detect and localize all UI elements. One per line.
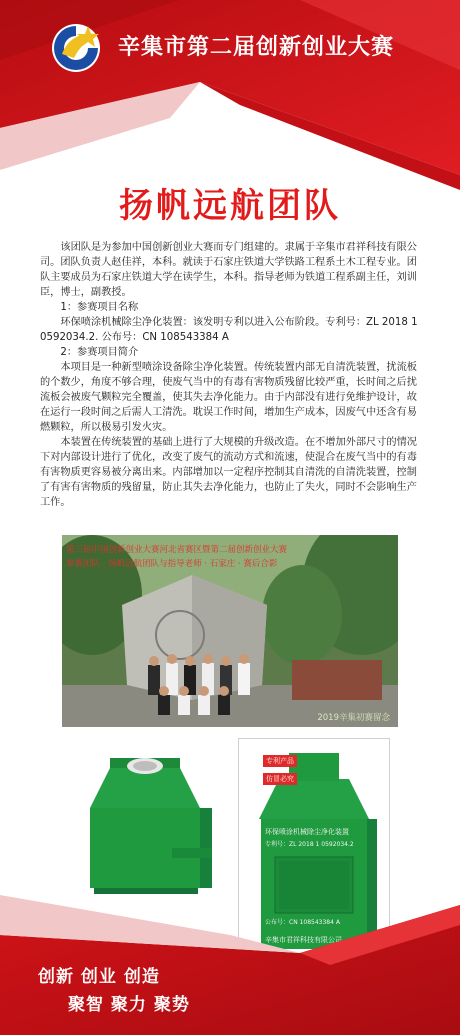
team-title: 扬帆远航团队 [119,186,341,226]
publication-number-label: 公布号：CN 108543384 A [265,919,340,926]
intro-paragraph: 该团队是为参加中国创新创业大赛而专门组建的。隶属于辛集市君祥科技有限公司。团队负责人赵佳祥，本科。就读于石家庄铁道大学铁路工程系土木工程专业。团队主要成员为石家庄铁道大学在读学生，本科。指导老师为铁道工程系副主任，刘训臣，博士，副教授。 [40,242,417,298]
photo-stamp: 2019辛集初赛留念 [317,713,390,723]
intro-text [40,240,420,510]
product-name-label: 环保喷涂机械除尘净化装置 [265,828,349,836]
event-title: 辛集市第二届创新创业大赛 [118,35,395,60]
team-photo [62,535,398,727]
product-image-hopper [70,738,220,908]
project-paragraph: 本项目是一种新型喷涂设备除尘净化装置。传统装置内部无自清洗装置，扰流板的个数少，角度不够合理，使废气当中的有毒有害物质残留比较严重，长时间之后扰流板会被废气颗粒完全覆盖，使其失去净化能力。由于内部没有进行免维护设计，故在运行一段时间之后需人工清洗。耽误工作时间，增加生产成本，因废气中还含有易燃颗粒，所以极易引发火灾。 [40,362,417,433]
slogan-line2: 聚智 聚力 聚势 [68,995,190,1015]
upgrade-paragraph: 本装置在传统装置的基础上进行了大规模的升级改造。在不增加外部尺寸的情况下对内部设计进行了优化，改变了废气的流动方式和流速，使混合在废气当中的有毒有害物质更容易被分离出来。内部增加以一定程序控制其自清洗的自清洗装置，控制了有害有害物质的残留量，防止其失去净化能力，也防止了失火，同时不会影响生产工作。 [40,437,417,508]
item2-heading: 2：参赛项目简介 [60,347,139,358]
slogan-line1: 创新 创业 创造 [38,967,160,987]
photo-caption-line1: 第三届中国创新创业大赛河北省赛区暨第二届创新创业大赛 [66,545,288,555]
item1-heading: 1：参赛项目名称 [60,302,139,313]
photo-caption [66,543,398,571]
contest-logo [48,20,104,76]
anticounterfeit-label: 仿冒必究 [263,773,297,785]
company-label: 辛集市君祥科技有限公司 [265,936,342,944]
photo-caption-line2: 参赛团队 · 扬帆远航团队与指导老师 · 石家庄 · 赛后合影 [66,559,278,569]
patent-number-label: 专利号：ZL 2018 1 0592034.2 [265,841,354,848]
patent-label: 专利产品 [263,755,297,767]
item1-text: 环保喷涂机械除尘净化装置：该发明专利以进入公布阶段。专利号：ZL 2018 1 0592034.2. 公布号：CN 108543384 A [40,317,418,343]
